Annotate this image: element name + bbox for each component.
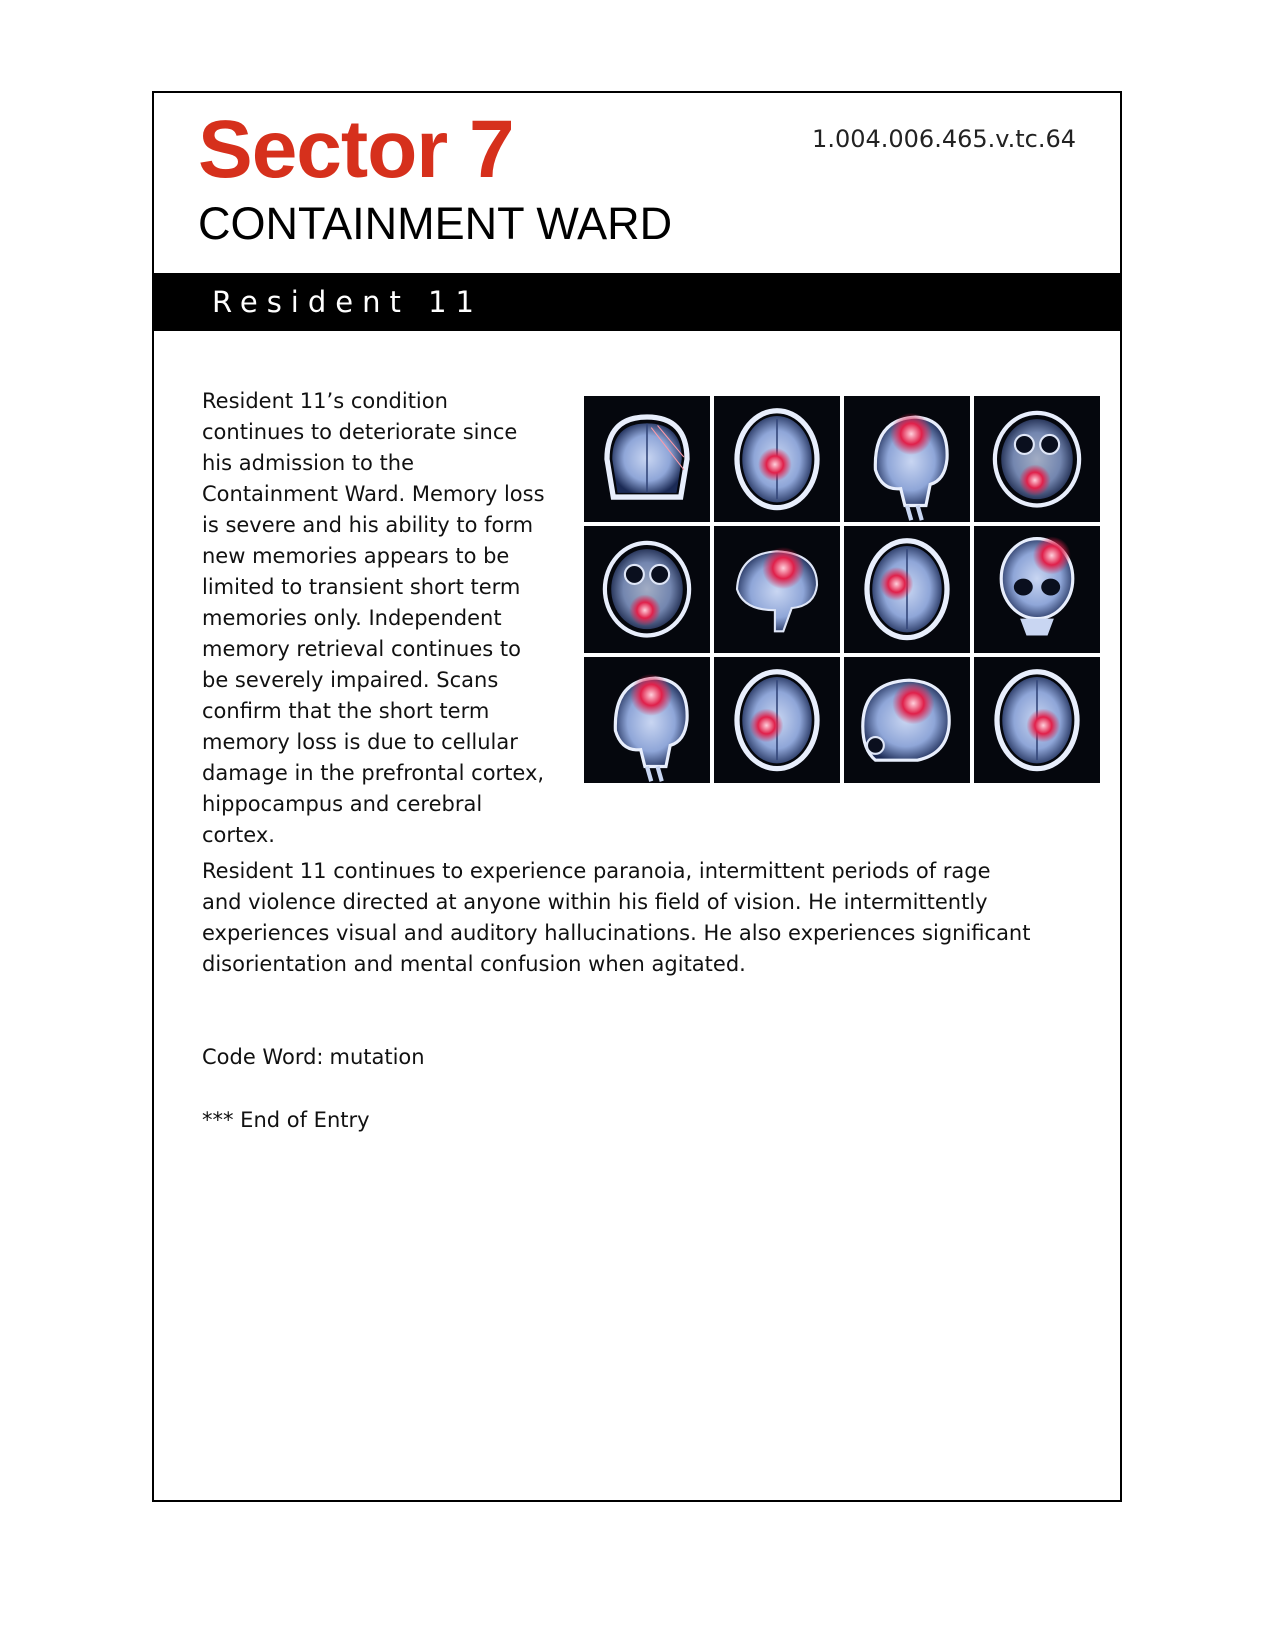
sagittal-ct-scan [844, 657, 970, 783]
end-of-entry: *** End of Entry [202, 1108, 370, 1132]
skull-xray-frontal-image [974, 526, 1100, 652]
head-xray-3d-grid [584, 657, 710, 783]
brain-sagittal-3d-image [714, 526, 840, 652]
sector-title: Sector 7 [198, 104, 514, 195]
axial-ct-scan-bleed [714, 657, 840, 783]
axial-scan-skull-base [584, 526, 710, 652]
axial-ct-scan-hemorrhage-image [714, 396, 840, 522]
axial-scan-skull-base-image [584, 526, 710, 652]
resident-label: Resident 11 [212, 285, 483, 319]
axial-mri-lesion [844, 526, 970, 652]
axial-scan-posterior-fossa-image [974, 396, 1100, 522]
skull-xray-frontal [974, 526, 1100, 652]
brain-sagittal-3d [714, 526, 840, 652]
code-word-line [202, 1042, 425, 1073]
resident-banner [154, 273, 1120, 331]
sagittal-ct-scan-image [844, 657, 970, 783]
skull-xray-lateral [844, 396, 970, 522]
axial-mri-lesion-image [844, 526, 970, 652]
axial-ct-scan-bleed-image [714, 657, 840, 783]
brain-scan-collage [584, 396, 1100, 783]
axial-ct-scan-diffuse [974, 657, 1100, 783]
code-word-value: mutation [329, 1045, 425, 1069]
skull-xray-lateral-image [844, 396, 970, 522]
axial-ct-scan-diffuse-image [974, 657, 1100, 783]
coronal-ct-scan [584, 396, 710, 522]
behavior-paragraph: Resident 11 continues to experience paranoia, intermittent periods of rage and violence directed at anyone within his field of vision. He intermittently experiences visual and auditory hallucinations. He also experiences significant disorientation and mental confusion when agitated. [202, 859, 1031, 976]
coronal-ct-scan-image [584, 396, 710, 522]
axial-ct-scan-hemorrhage [714, 396, 840, 522]
ward-title: CONTAINMENT WARD [198, 198, 673, 249]
axial-scan-posterior-fossa [974, 396, 1100, 522]
condition-paragraph: Resident 11’s condition continues to deteriorate since his admission to the Containment Ward. Memory loss is severe and his ability to form new memories appears to be limited to transient short term memories only. Independent memory retrieval continues to be severely impaired. Scans confirm that the short term memory loss is due to cellular damage in the prefrontal cortex, hippocampus and cerebral cortex. [202, 389, 545, 847]
document-id: 1.004.006.465.v.tc.64 [812, 125, 1076, 153]
code-word-label: Code Word: [202, 1045, 324, 1069]
document-frame [152, 91, 1122, 1502]
head-xray-3d-grid-image [584, 657, 710, 783]
